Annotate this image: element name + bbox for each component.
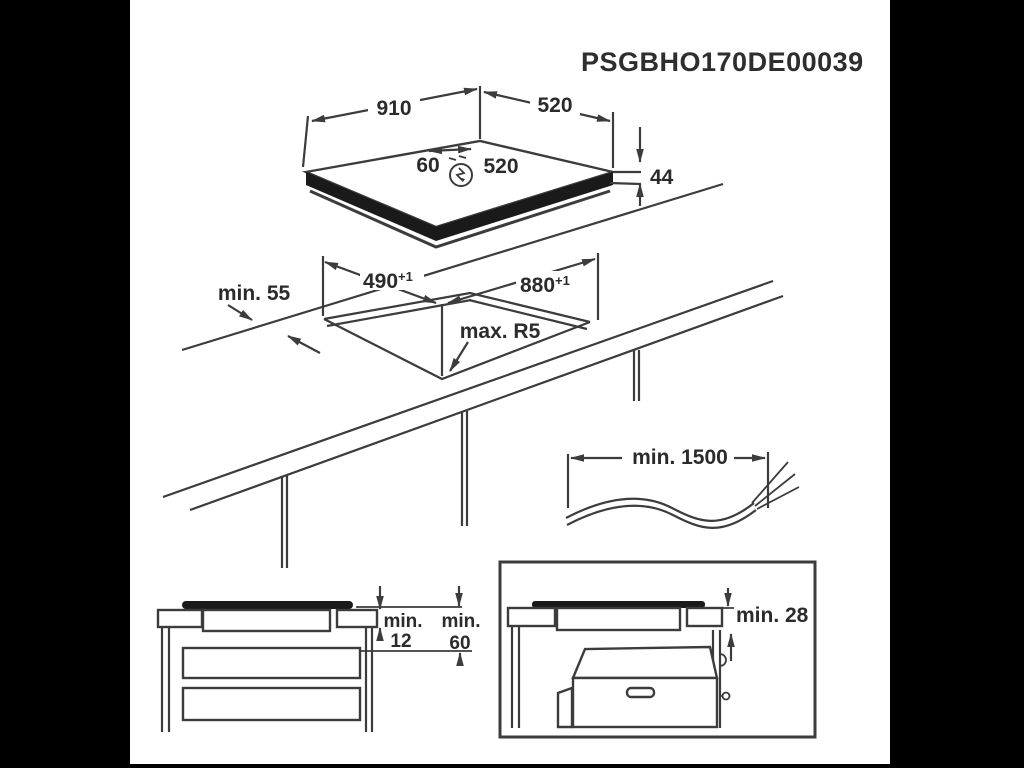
mains-connection-icon: [450, 164, 472, 186]
hob-height-label: 44: [650, 166, 674, 189]
cutout-depth-label: $490^{+1}$: [363, 269, 413, 293]
worktop-left: [508, 608, 555, 626]
oven-drawing: [558, 647, 730, 727]
drawer-upper: [183, 648, 360, 678]
hob-body-profile: [203, 610, 330, 631]
letterbox-left: [0, 0, 130, 768]
hob-depth-label: 520: [537, 94, 573, 117]
letterbox-bottom: [0, 764, 1024, 768]
letterbox-right: [890, 0, 1024, 768]
cutout-width-label: $880^{+1}$: [520, 273, 570, 297]
oven-clearance-label: min. 28: [736, 604, 809, 627]
mains-depth-label: 520: [483, 155, 519, 178]
worktop-left: [158, 610, 202, 627]
hob-body-profile: [557, 608, 680, 630]
min-label: min.: [441, 611, 481, 632]
mains-offset-label: 60: [416, 154, 440, 177]
drawer-clearance-value: 12: [390, 631, 412, 652]
oven-handle: [627, 688, 654, 697]
worktop-right: [687, 608, 722, 626]
front-distance-label: min. 55: [217, 282, 291, 305]
worktop-right: [337, 610, 377, 627]
cable-length-label: min. 1500: [632, 446, 728, 469]
drawer-lower: [183, 688, 360, 720]
hob-width-label: 910: [376, 97, 412, 120]
min-label: min.: [383, 611, 423, 632]
corner-radius-label: max. R5: [459, 320, 541, 343]
drawer-clearance-value: 60: [449, 633, 471, 654]
drawing-code: PSGBHO170DE00039: [581, 47, 864, 77]
hob-glass-profile: [182, 601, 353, 609]
